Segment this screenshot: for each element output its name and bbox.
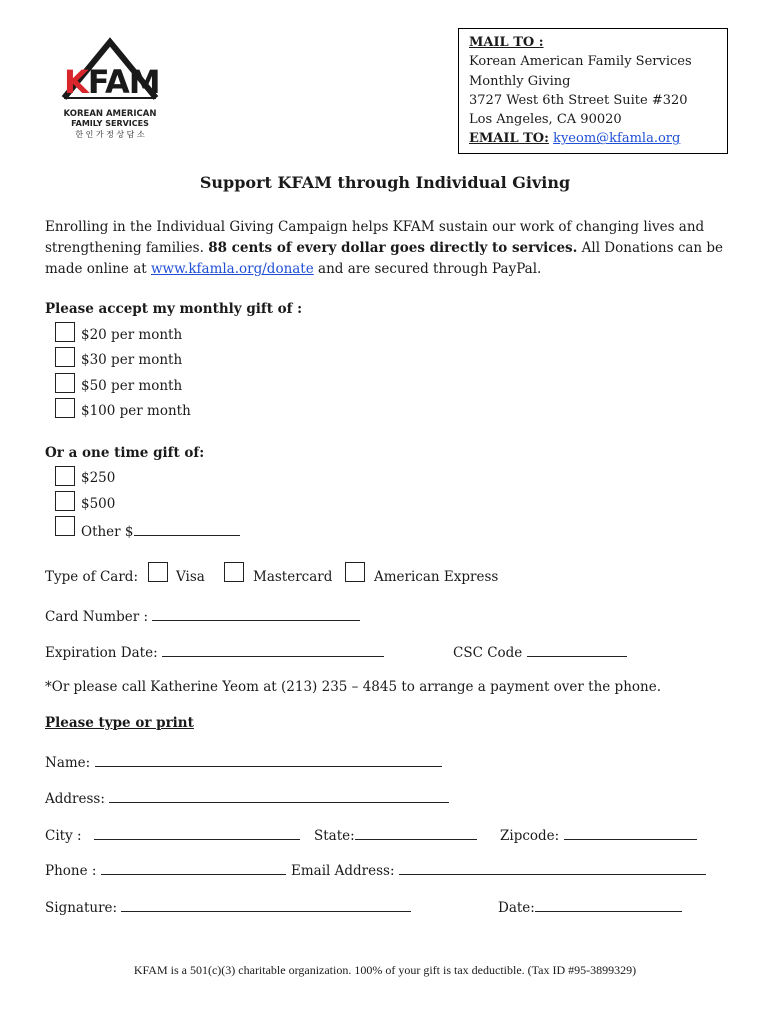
signature-line[interactable] [121, 897, 411, 912]
phone-row [45, 860, 286, 879]
checkbox-once-other[interactable] [55, 516, 75, 536]
state-label: State: [314, 828, 355, 844]
csc-label: CSC Code [453, 645, 523, 661]
checkbox-once-500[interactable] [55, 491, 75, 511]
monthly-option-30: $30 per month [81, 352, 183, 368]
once-option-500: $500 [81, 496, 116, 512]
logo-line-1: KOREAN AMERICAN [63, 109, 157, 119]
checkbox-amex[interactable] [345, 562, 365, 582]
logo-line-3: 한 인 가 정 상 담 소 [75, 130, 145, 139]
zip-row [500, 825, 697, 844]
expiration-line[interactable] [162, 642, 384, 657]
card-type-amex: American Express [374, 569, 499, 585]
mail-to-city: Los Angeles, CA 90020 [469, 112, 622, 128]
csc-row [453, 642, 627, 661]
checkbox-monthly-100[interactable] [55, 398, 75, 418]
card-type-mastercard: Mastercard [253, 569, 333, 585]
once-option-other: Other $ [81, 521, 240, 540]
checkbox-monthly-50[interactable] [55, 373, 75, 393]
checkbox-monthly-20[interactable] [55, 322, 75, 342]
city-row [45, 825, 300, 844]
page-title: Support KFAM through Individual Giving [199, 173, 571, 192]
email-link[interactable]: kyeom@kfamla.org [553, 131, 681, 147]
intro-bold-text: 88 cents of every dollar goes directly to services. [208, 240, 578, 256]
date-label: Date: [498, 900, 535, 916]
city-label: City : [45, 828, 82, 844]
phone-label: Phone : [45, 863, 97, 879]
signature-row [45, 897, 411, 916]
monthly-heading: Please accept my monthly gift of : [45, 301, 303, 317]
name-label: Name: [45, 755, 91, 771]
monthly-option-100: $100 per month [81, 403, 191, 419]
name-line[interactable] [95, 752, 442, 767]
card-type-label: Type of Card: [45, 569, 138, 585]
email-line[interactable] [399, 860, 706, 875]
address-line[interactable] [109, 788, 449, 803]
mail-to-box [458, 28, 728, 154]
logo-line-2: FAMILY SERVICES [71, 119, 149, 128]
city-line[interactable] [94, 825, 300, 840]
email-to-label: EMAIL TO: [469, 131, 549, 147]
card-type-visa: Visa [176, 569, 205, 585]
mail-to-street: 3727 West 6th Street Suite #320 [469, 92, 688, 108]
contact-heading: Please type or print [45, 715, 194, 731]
intro-paragraph: Enrolling in the Individual Giving Campaign helps KFAM sustain our work of changing lives and strengthening families. 88 cents of every dollar goes directly to services. All Donations can be made online at www.kfamla.org/donate and are secured through PayPal. [45, 219, 724, 277]
monthly-option-20: $20 per month [81, 327, 183, 343]
mail-to-label: MAIL TO : [469, 35, 544, 50]
zip-line[interactable] [564, 825, 697, 840]
logo-wordmark: KFAM [64, 63, 160, 101]
checkbox-monthly-30[interactable] [55, 347, 75, 367]
card-number-row [45, 606, 360, 625]
checkbox-once-250[interactable] [55, 466, 75, 486]
date-line[interactable] [535, 897, 682, 912]
zip-label: Zipcode: [500, 828, 560, 844]
signature-label: Signature: [45, 900, 118, 916]
monthly-option-50: $50 per month [81, 378, 183, 394]
checkbox-visa[interactable] [148, 562, 168, 582]
date-row [498, 897, 682, 916]
card-number-label: Card Number : [45, 609, 148, 625]
state-line[interactable] [355, 825, 477, 840]
email-row [291, 860, 706, 879]
expiration-row [45, 642, 384, 661]
state-row [314, 825, 477, 844]
email-label: Email Address: [291, 863, 395, 879]
checkbox-mastercard[interactable] [224, 562, 244, 582]
phone-note: *Or please call Katherine Yeom at (213) 235 – 4845 to arrange a payment over the phone. [45, 679, 661, 695]
one-time-heading: Or a one time gift of: [45, 445, 205, 461]
other-amount-line[interactable] [134, 521, 240, 536]
card-number-line[interactable] [152, 606, 360, 621]
address-row [45, 788, 449, 807]
footer-note: KFAM is a 501(c)(3) charitable organization. 100% of your gift is tax deductible. (Tax ID #95-3899329) [133, 963, 637, 977]
name-row [45, 752, 442, 771]
mail-to-org: Korean American Family Services [469, 54, 692, 70]
once-option-250: $250 [81, 470, 116, 486]
csc-line[interactable] [527, 642, 627, 657]
mail-to-dept: Monthly Giving [469, 73, 571, 89]
expiration-label: Expiration Date: [45, 645, 158, 661]
address-label: Address: [45, 791, 105, 807]
phone-line[interactable] [101, 860, 286, 875]
donate-link[interactable]: www.kfamla.org/donate [150, 261, 314, 277]
kfam-logo [58, 36, 168, 146]
